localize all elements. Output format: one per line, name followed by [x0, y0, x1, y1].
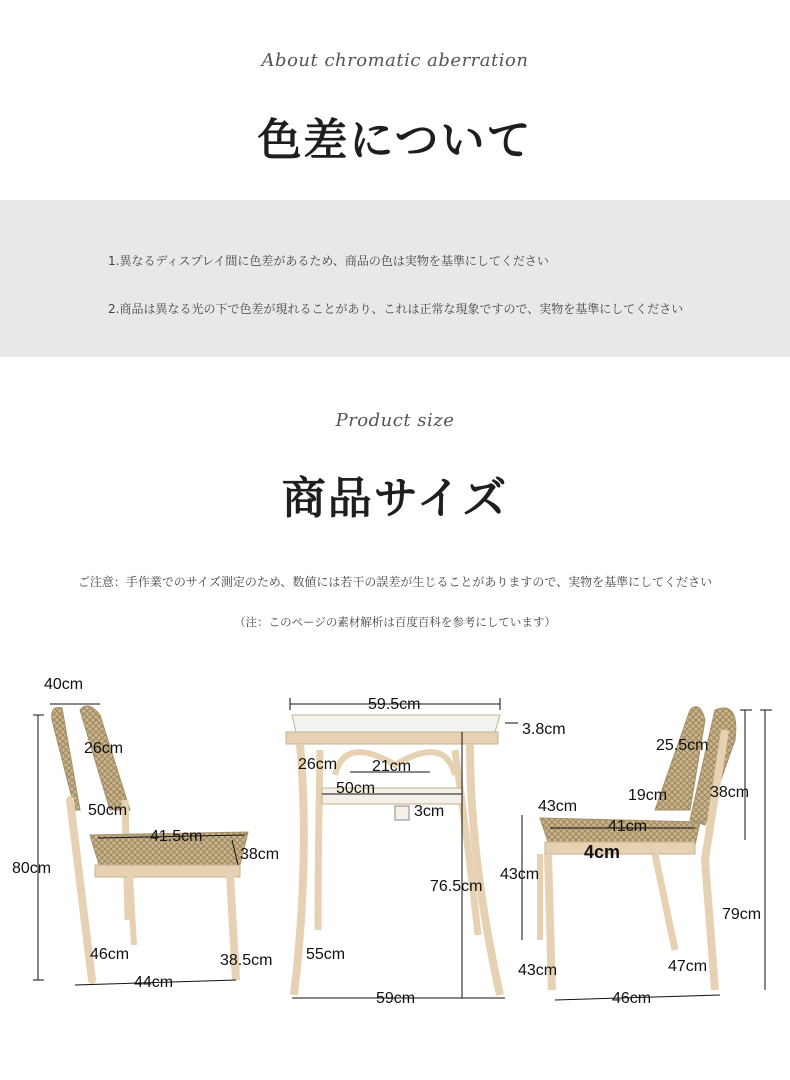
- table-base-width-label: 59cm: [376, 990, 416, 1007]
- left-chair-seat-depth-label: 38cm: [240, 846, 280, 863]
- left-chair-total-height-label: 80cm: [12, 860, 52, 877]
- table-leg-height-label: 55cm: [306, 946, 346, 963]
- furniture-dimension-drawing: [0, 660, 790, 1080]
- left-chair-back-panel-label: 26cm: [84, 740, 124, 757]
- right-chair-total-height-label: 79cm: [722, 906, 762, 923]
- right-chair-back-panel-label: 25.5cm: [656, 737, 709, 754]
- color-note-2: 2.商品は異なる光の下で色差が現れることがあり、これは正常な現象ですので、実物を基準にしてください: [108, 302, 684, 316]
- source-note: （注：このページの素材解析は百度百科を参考にしています）: [234, 615, 556, 629]
- table-apron-height-label: 26cm: [298, 756, 338, 773]
- product-size-title: 商品サイズ: [281, 473, 509, 524]
- right-chair-base-width-label: 46cm: [612, 990, 652, 1007]
- right-chair-back-gap-label: 19cm: [628, 787, 668, 804]
- table-shelf-thickness-label: 3cm: [414, 803, 445, 820]
- right-chair-back-height-label: 38cm: [710, 784, 750, 801]
- color-difference-title: 色差について: [257, 115, 533, 166]
- left-chair-back-height-label: 50cm: [88, 802, 128, 819]
- right-chair-seat-width-label: 41cm: [608, 818, 648, 835]
- color-note-1: 1.異なるディスプレイ間に色差があるため、商品の色は実物を基準にしてください: [108, 254, 549, 268]
- right-chair-seat-depth-top-label: 43cm: [538, 798, 578, 815]
- table-shelf-width-label: 21cm: [372, 758, 412, 775]
- table-height-label: 76.5cm: [430, 878, 483, 895]
- left-chair-base-width-label: 44cm: [134, 974, 174, 991]
- right-chair-leg-depth-label: 43cm: [518, 962, 558, 979]
- right-chair-dimension-lines: [522, 710, 772, 1000]
- about-color-script-heading: About chromatic aberration: [261, 50, 529, 71]
- table-top-width-label: 59.5cm: [368, 696, 421, 713]
- right-chair-seat-height-label: 43cm: [500, 866, 540, 883]
- measurement-caution: ご注意：手作業でのサイズ測定のため、数値には若干の誤差が生じることがありますので、実物を基準にしてください: [77, 575, 713, 589]
- left-chair-seat-height-label: 46cm: [90, 946, 130, 963]
- right-chair-leg-spread-label: 47cm: [668, 958, 708, 975]
- left-chair-seat-width-label: 41.5cm: [150, 828, 203, 845]
- left-chair-top-width-label: 40cm: [44, 676, 84, 693]
- right-chair-seat-thickness-label: 4cm: [584, 842, 621, 862]
- product-size-script-heading: Product size: [335, 410, 455, 431]
- table-inner-width-label: 50cm: [336, 780, 376, 797]
- color-notes-band: [0, 200, 790, 357]
- left-chair-leg-depth-label: 38.5cm: [220, 952, 273, 969]
- table-top-thickness-label: 3.8cm: [522, 721, 566, 738]
